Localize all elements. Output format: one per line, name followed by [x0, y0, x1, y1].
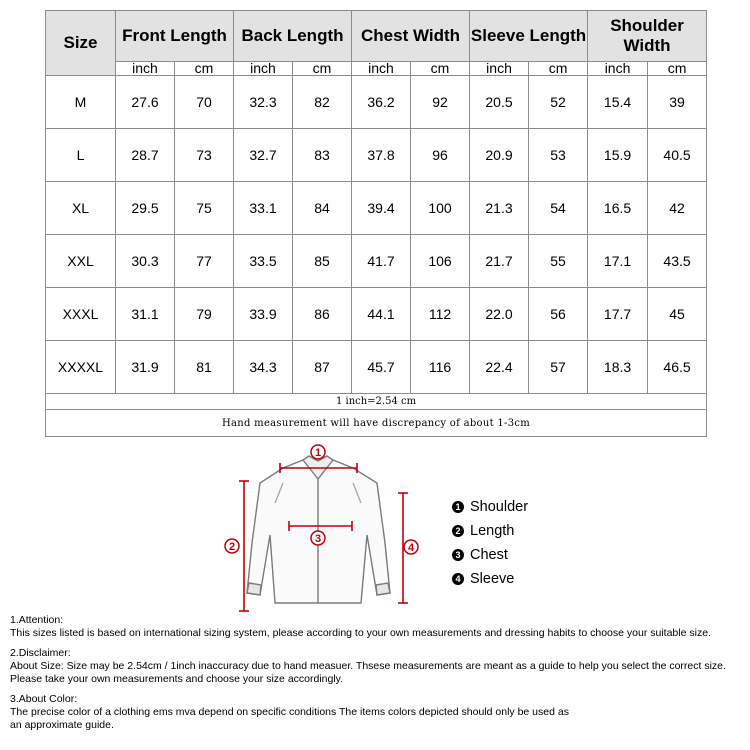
cm-value-cell: 112 — [411, 288, 470, 341]
legend-item-sleeve — [452, 567, 528, 591]
size-cell: XXXL — [46, 288, 116, 341]
attention-note — [10, 614, 745, 640]
cm-value-cell: 43.5 — [648, 235, 707, 288]
inch-value-cell: 21.3 — [470, 182, 529, 235]
size-cell: XXL — [46, 235, 116, 288]
unit-inch: inch — [234, 62, 293, 76]
marker-3-label: 3 — [314, 533, 322, 545]
legend-item-chest — [452, 543, 528, 567]
cm-value-cell: 96 — [411, 129, 470, 182]
notes-section — [10, 614, 745, 739]
legend-label: Chest — [470, 547, 508, 563]
cm-value-cell: 57 — [529, 341, 588, 394]
size-cell: XL — [46, 182, 116, 235]
cm-value-cell: 46.5 — [648, 341, 707, 394]
inch-value-cell: 33.9 — [234, 288, 293, 341]
cm-value-cell: 53 — [529, 129, 588, 182]
inch-value-cell: 15.4 — [588, 76, 648, 129]
size-cell: L — [46, 129, 116, 182]
marker-4-label: 4 — [407, 542, 415, 554]
inch-value-cell: 22.0 — [470, 288, 529, 341]
unit-inch: inch — [470, 62, 529, 76]
cm-value-cell: 81 — [175, 341, 234, 394]
table-row — [46, 76, 707, 129]
cm-value-cell: 73 — [175, 129, 234, 182]
header-sleeve-length: Sleeve Length — [470, 11, 588, 62]
conversion-note-row — [46, 394, 707, 410]
inch-value-cell: 20.9 — [470, 129, 529, 182]
unit-cm: cm — [293, 62, 352, 76]
cm-value-cell: 85 — [293, 235, 352, 288]
cm-value-cell: 52 — [529, 76, 588, 129]
note-line: The precise color of a clothing ems mva depend on specific conditions The items colors depicted should only be used as — [10, 706, 569, 718]
inch-value-cell: 31.9 — [116, 341, 175, 394]
unit-cm: cm — [175, 62, 234, 76]
header-chest-width: Chest Width — [352, 11, 470, 62]
cm-value-cell: 87 — [293, 341, 352, 394]
cm-value-cell: 56 — [529, 288, 588, 341]
inch-value-cell: 18.3 — [588, 341, 648, 394]
right-cuff — [376, 583, 390, 595]
inch-value-cell: 22.4 — [470, 341, 529, 394]
inch-value-cell: 21.7 — [470, 235, 529, 288]
unit-cm: cm — [411, 62, 470, 76]
table-row — [46, 288, 707, 341]
inch-value-cell: 15.9 — [588, 129, 648, 182]
table-row — [46, 182, 707, 235]
legend-number-badge: 1 — [452, 501, 464, 513]
marker-1-label: 1 — [314, 447, 322, 459]
legend-item-shoulder — [452, 495, 528, 519]
legend-label: Sleeve — [470, 571, 515, 587]
cm-value-cell: 54 — [529, 182, 588, 235]
inch-value-cell: 16.5 — [588, 182, 648, 235]
size-chart-table — [45, 10, 707, 437]
header-front-length: Front Length — [116, 11, 234, 62]
unit-cm: cm — [529, 62, 588, 76]
conversion-note: 1 inch=2.54 cm — [46, 394, 707, 410]
inch-value-cell: 32.7 — [234, 129, 293, 182]
header-size: Size — [46, 11, 116, 76]
size-cell: XXXXL — [46, 341, 116, 394]
cm-value-cell: 100 — [411, 182, 470, 235]
cm-value-cell: 55 — [529, 235, 588, 288]
inch-value-cell: 17.1 — [588, 235, 648, 288]
note-heading: 2.Disclaimer: — [10, 647, 71, 659]
inch-value-cell: 30.3 — [116, 235, 175, 288]
inch-value-cell: 44.1 — [352, 288, 411, 341]
legend-item-length — [452, 519, 528, 543]
note-line: Please take your own measurements and choose your size accordingly. — [10, 673, 344, 685]
inch-value-cell: 45.7 — [352, 341, 411, 394]
shirt-illustration — [247, 456, 390, 603]
cm-value-cell: 82 — [293, 76, 352, 129]
inch-value-cell: 17.7 — [588, 288, 648, 341]
measurement-legend — [452, 495, 528, 591]
cm-value-cell: 106 — [411, 235, 470, 288]
header-back-length: Back Length — [234, 11, 352, 62]
shirt-measurement-diagram — [215, 443, 425, 618]
inch-value-cell: 29.5 — [116, 182, 175, 235]
table-header-row — [46, 11, 707, 62]
inch-value-cell: 27.6 — [116, 76, 175, 129]
note-line: About Size: Size may be 2.54cm / 1inch inaccuracy due to hand measuer. Thsese measurements are meant as a guide to help you select the correct size. — [10, 660, 726, 672]
cm-value-cell: 92 — [411, 76, 470, 129]
inch-value-cell: 39.4 — [352, 182, 411, 235]
inch-value-cell: 33.1 — [234, 182, 293, 235]
note-line: This sizes listed is based on international sizing system, please according to your own measurements and dressing habits to choose your suitable size. — [10, 627, 711, 639]
cm-value-cell: 116 — [411, 341, 470, 394]
legend-number-badge: 3 — [452, 549, 464, 561]
cm-value-cell: 40.5 — [648, 129, 707, 182]
note-heading: 1.Attention: — [10, 614, 64, 626]
inch-value-cell: 41.7 — [352, 235, 411, 288]
color-note — [10, 693, 745, 732]
cm-value-cell: 77 — [175, 235, 234, 288]
unit-inch: inch — [116, 62, 175, 76]
inch-value-cell: 32.3 — [234, 76, 293, 129]
size-cell: M — [46, 76, 116, 129]
inch-value-cell: 28.7 — [116, 129, 175, 182]
legend-label: Shoulder — [470, 499, 529, 515]
note-line: an approximate guide. — [10, 719, 114, 731]
cm-value-cell: 84 — [293, 182, 352, 235]
cm-value-cell: 86 — [293, 288, 352, 341]
inch-value-cell: 33.5 — [234, 235, 293, 288]
table-units-row — [46, 62, 707, 76]
left-cuff — [247, 583, 261, 595]
unit-inch: inch — [588, 62, 648, 76]
cm-value-cell: 42 — [648, 182, 707, 235]
table-row — [46, 129, 707, 182]
discrepancy-note: Hand measurement will have discrepancy of about 1-3cm — [46, 410, 707, 437]
cm-value-cell: 39 — [648, 76, 707, 129]
inch-value-cell: 31.1 — [116, 288, 175, 341]
cm-value-cell: 75 — [175, 182, 234, 235]
table-row — [46, 341, 707, 394]
inch-value-cell: 37.8 — [352, 129, 411, 182]
disclaimer-note — [10, 647, 745, 686]
legend-number-badge: 4 — [452, 573, 464, 585]
cm-value-cell: 70 — [175, 76, 234, 129]
cm-value-cell: 79 — [175, 288, 234, 341]
marker-2-label: 2 — [228, 541, 236, 553]
inch-value-cell: 20.5 — [470, 76, 529, 129]
table-row — [46, 235, 707, 288]
legend-number-badge: 2 — [452, 525, 464, 537]
discrepancy-note-row — [46, 410, 707, 437]
legend-label: Length — [470, 523, 515, 539]
cm-value-cell: 83 — [293, 129, 352, 182]
inch-value-cell: 34.3 — [234, 341, 293, 394]
unit-inch: inch — [352, 62, 411, 76]
unit-cm: cm — [648, 62, 707, 76]
cm-value-cell: 45 — [648, 288, 707, 341]
header-shoulder-width: Shoulder Width — [588, 11, 707, 62]
inch-value-cell: 36.2 — [352, 76, 411, 129]
note-heading: 3.About Color: — [10, 693, 78, 705]
